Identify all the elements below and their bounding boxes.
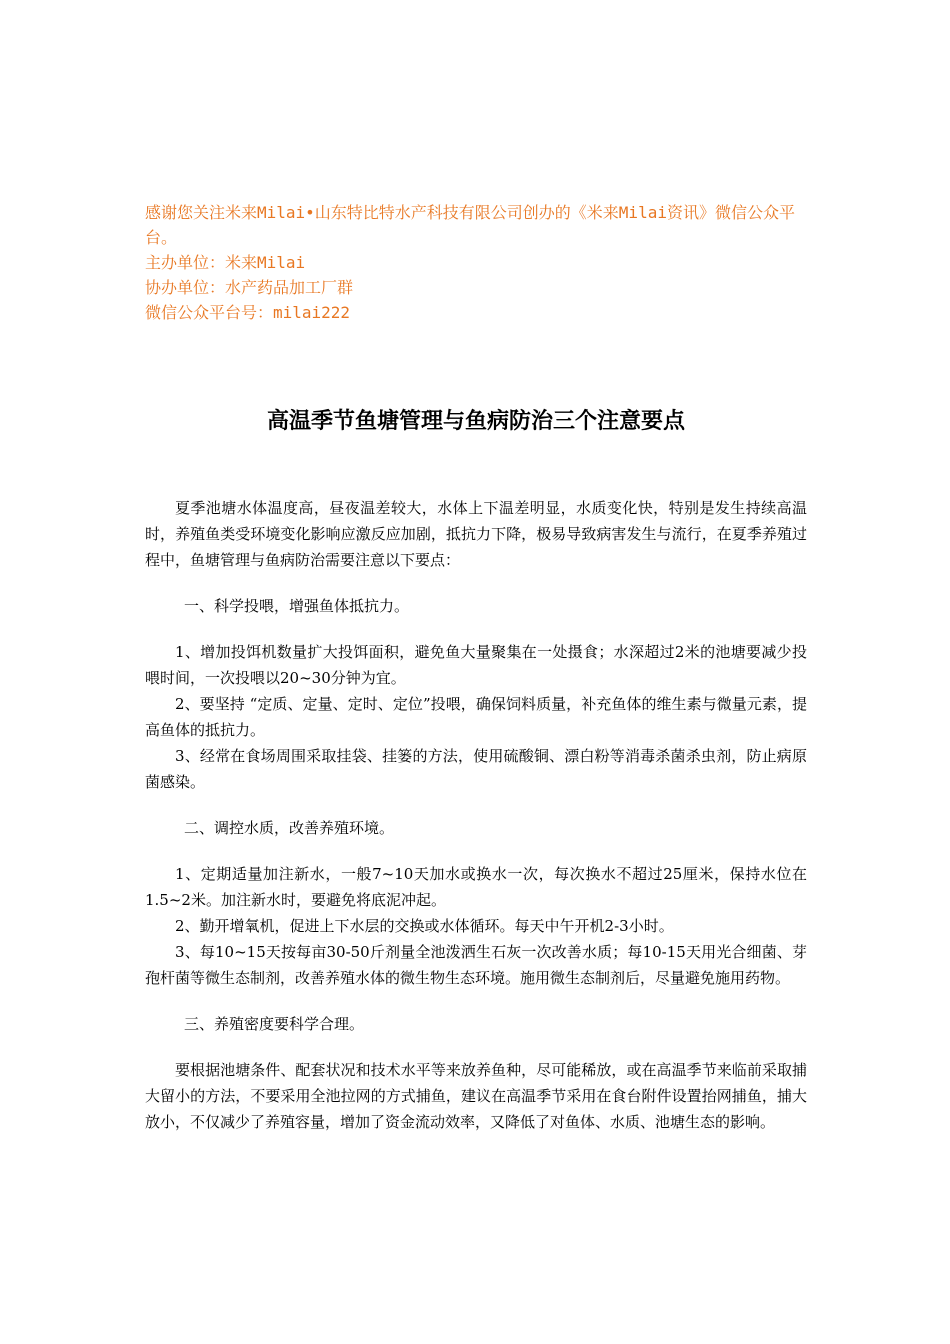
header-line-host: 主办单位：米来Milai (145, 253, 306, 272)
spacer (145, 991, 807, 1011)
intro-paragraph: 夏季池塘水体温度高，昼夜温差较大，水体上下温差明显，水质变化快，特别是发生持续高温时，养殖鱼类受环境变化影响应激反应加剧，抵抗力下降，极易导致病害发生与流行，在夏季养殖过程中，鱼塘管理与鱼病防治需要注意以下要点： (145, 499, 807, 569)
article-body (145, 495, 807, 1135)
section-heading-1: 一、科学投喂，增强鱼体抵抗力。 (184, 597, 410, 615)
section-3-paragraph-1: 要根据池塘条件、配套状况和技术水平等来放养鱼种，尽可能稀放，或在高温季节来临前采取捕大留小的方法，不要采用全池拉网的方式捕鱼，建议在高温季节采用在食台附件设置抬网捕鱼，捕大放小，不仅减少了养殖容量，增加了资金流动效率，又降低了对鱼体、水质、池塘生态的影响。 (145, 1061, 807, 1131)
section-heading-3: 三、养殖密度要科学合理。 (184, 1015, 365, 1033)
header-line-co-host: 协办单位：水产药品加工厂群 (145, 278, 354, 297)
section-2-paragraph-1: 1、定期适量加注新水，一般7~10天加水或换水一次，每次换水不超过25厘米，保持水位在1.5~2米。加注新水时，要避免将底泥冲起。 (145, 865, 807, 909)
section-2-paragraph-3: 3、每10~15天按每亩30-50斤剂量全池泼洒生石灰一次改善水质；每10-15天用光合细菌、芽孢杆菌等微生态制剂，改善养殖水体的微生物生态环境。施用微生态制剂后，尽量避免施用药物。 (145, 943, 807, 987)
header-line-thanks: 感谢您关注米来Milai•山东特比特水产科技有限公司创办的《米来Milai资讯》微信公众平台。 (145, 203, 795, 247)
header-line-account: 微信公众平台号：milai222 (145, 303, 351, 322)
section-heading-2: 二、调控水质，改善养殖环境。 (184, 819, 395, 837)
publisher-header (145, 200, 825, 325)
spacer (145, 619, 807, 639)
section-1-paragraph-1: 1、增加投饵机数量扩大投饵面积，避免鱼大量聚集在一处摄食；水深超过2米的池塘要减少投喂时间，一次投喂以20~30分钟为宜。 (145, 643, 807, 687)
article-title: 高温季节鱼塘管理与鱼病防治三个注意要点 (266, 409, 685, 434)
section-1-paragraph-3: 3、经常在食场周围采取挂袋、挂篓的方法，使用硫酸铜、漂白粉等消毒杀菌杀虫剂，防止病原菌感染。 (145, 747, 807, 791)
section-1-paragraph-2: 2、要坚持 “定质、定量、定时、定位”投喂，确保饲料质量，补充鱼体的维生素与微量元素，提高鱼体的抵抗力。 (145, 695, 807, 739)
section-2-paragraph-2: 2、勤开增氧机，促进上下水层的交换或水体循环。每天中午开机2-3小时。 (175, 917, 674, 935)
spacer (145, 1037, 807, 1057)
spacer (145, 573, 807, 593)
spacer (145, 795, 807, 815)
spacer (145, 841, 807, 861)
